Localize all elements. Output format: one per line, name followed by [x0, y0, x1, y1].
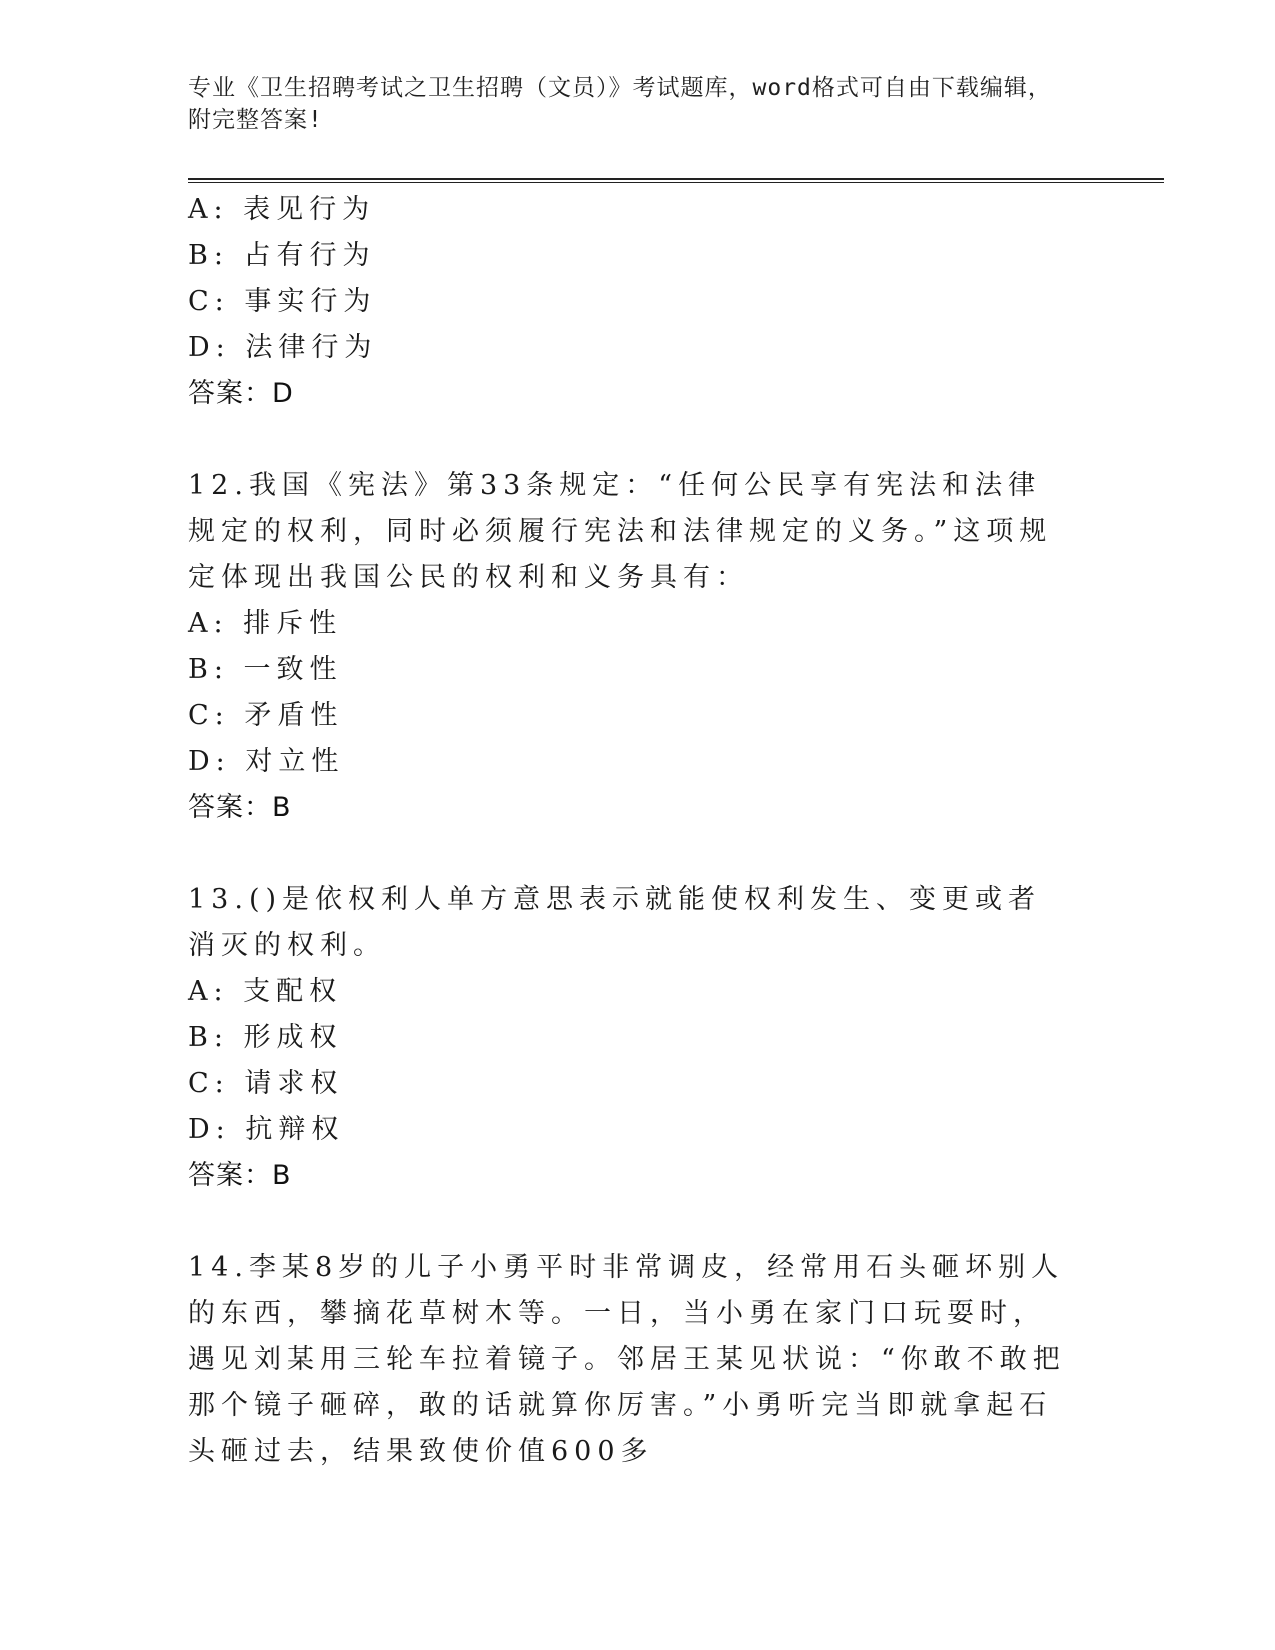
question-12: [188, 463, 1078, 831]
option-d: D: 法律行为: [188, 332, 378, 363]
question-11: [188, 187, 1078, 417]
option-a: A: 支配权: [188, 976, 343, 1007]
question-stem: 14.李某8岁的儿子小勇平时非常调皮，经常用石头砸坏别人的东西，攀摘花草树木等。一日，当小勇在家门口玩耍时，遇见刘某用三轮车拉着镜子。邻居王某见状说：“你敢不敢把那个镜子砸碎，敢的话就算你厉害。”小勇听完当即就拿起石头砸过去，结果致使价值600多: [188, 1252, 1066, 1467]
spacer: [188, 831, 1078, 877]
spacer: [188, 417, 1078, 463]
answer-label: 答案：D: [188, 378, 294, 409]
option-a: A: 排斥性: [188, 608, 343, 639]
header-divider-thin: [188, 182, 1164, 183]
question-stem: 13.()是依权利人单方意思表示就能使权利发生、变更或者消灭的权利。: [188, 884, 1042, 961]
option-d: D: 抗辩权: [188, 1114, 345, 1145]
option-c: C: 请求权: [188, 1068, 344, 1099]
answer-label: 答案：B: [188, 1160, 292, 1191]
document-header: [188, 72, 1068, 136]
answer-label: 答案：B: [188, 792, 292, 823]
option-b: B: 一致性: [188, 654, 343, 685]
option-a: A: 表见行为: [188, 194, 376, 225]
spacer: [188, 1199, 1078, 1245]
option-b: B: 形成权: [188, 1022, 343, 1053]
option-c: C: 事实行为: [188, 286, 377, 317]
option-b: B: 占有行为: [188, 240, 376, 271]
question-list: [188, 187, 1078, 1475]
question-14: [188, 1245, 1078, 1475]
header-title: 专业《卫生招聘考试之卫生招聘（文员）》考试题库，word格式可自由下载编辑，附完整答案!: [188, 75, 1052, 133]
option-d: D: 对立性: [188, 746, 345, 777]
question-13: [188, 877, 1078, 1199]
question-stem: 12.我国《宪法》第33条规定：“任何公民享有宪法和法律规定的权利，同时必须履行宪法和法律规定的义务。”这项规定体现出我国公民的权利和义务具有：: [188, 470, 1053, 593]
option-c: C: 矛盾性: [188, 700, 344, 731]
header-divider: [188, 178, 1164, 180]
